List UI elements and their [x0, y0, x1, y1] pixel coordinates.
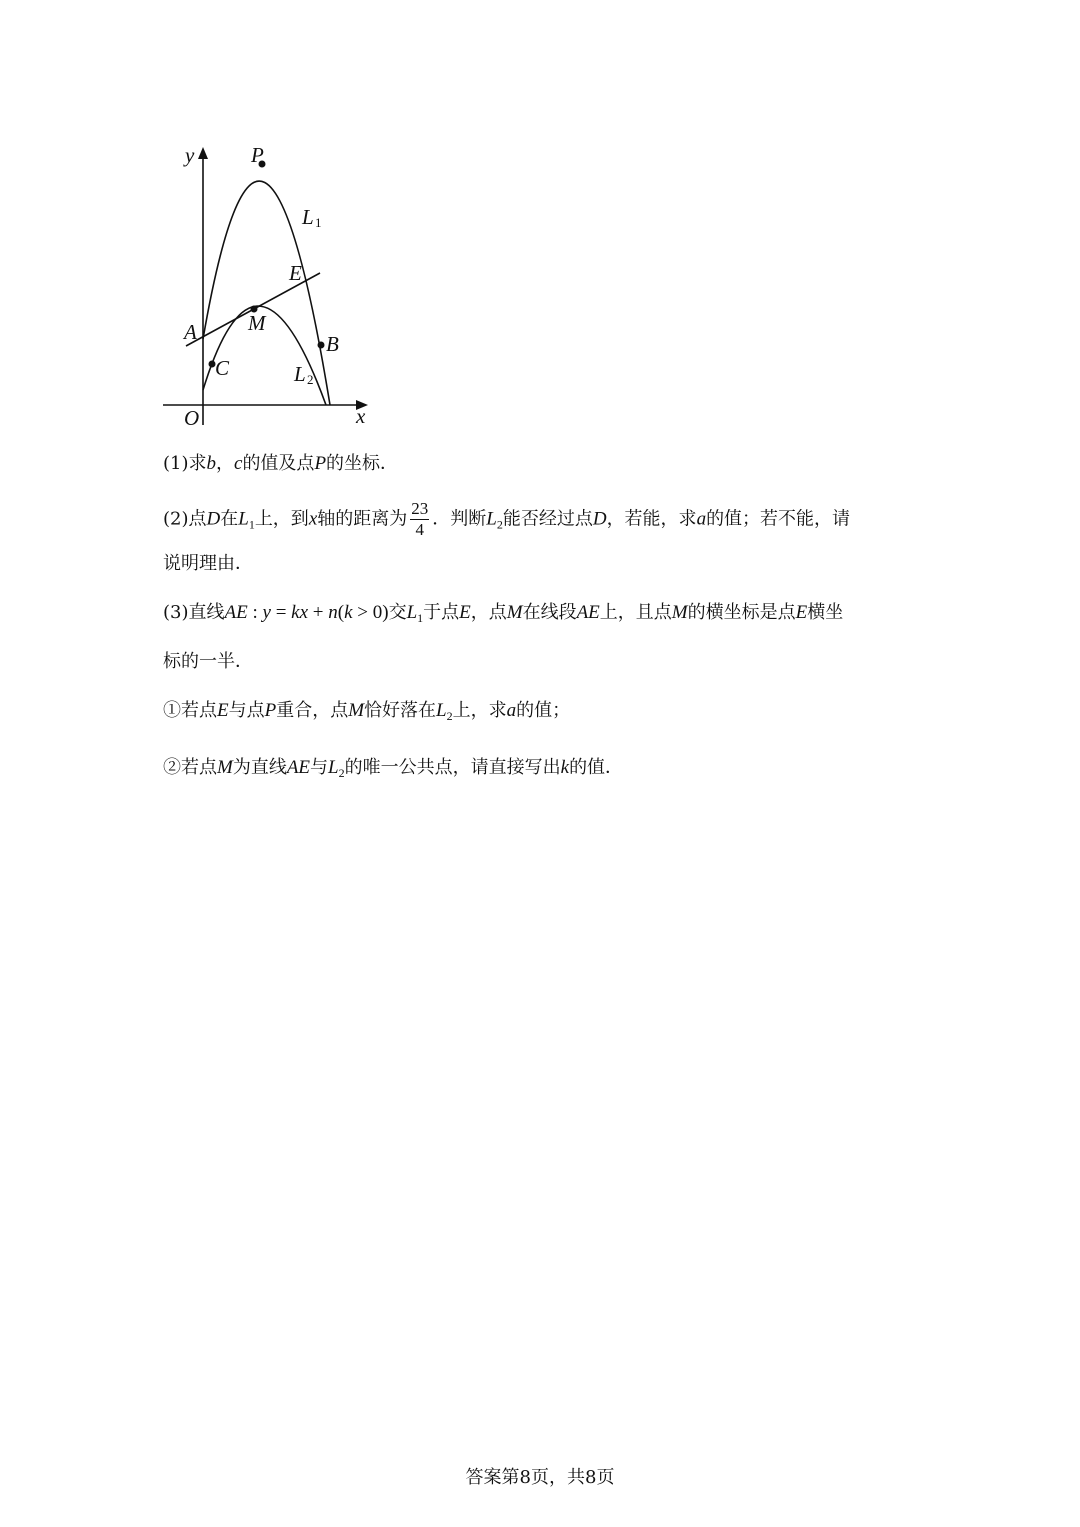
label-P: P [251, 143, 264, 167]
label-C: C [215, 356, 230, 380]
parabola-figure [150, 135, 390, 435]
question-3-line2: 标的一半． [163, 651, 253, 672]
question-2: (2)点D在$L_1$上，到x轴的距离为 $\frac{23}{4}$ ．判断$L_2$能否经过点D，若能，求a的值；若不能，请 [163, 499, 851, 539]
fraction-23-4: $\frac{23}{4}$ [411, 499, 429, 539]
label-B: B [326, 332, 339, 356]
label-L1-sub: 1 [315, 215, 322, 230]
label-M: M [248, 311, 266, 335]
question-2-line2: 说明理由． [163, 553, 253, 574]
label-E: E [289, 261, 302, 285]
subquestion-2: ②若点M为直线AE与$L_2$的唯一公共点，请直接写出k的值． [163, 757, 624, 780]
subquestion-1: ①若点E与点P重合，点M恰好落在$L_2$上，求a的值； [163, 700, 571, 723]
label-L1: L [302, 205, 314, 229]
page-footer: 答案第8页，共8页 [465, 1467, 615, 1488]
y-axis-arrow [198, 147, 208, 159]
label-O: O [184, 406, 200, 430]
label-A: A [184, 320, 197, 344]
question-1: (1)求b，c的值及点P的坐标． [163, 453, 399, 474]
point-B [318, 342, 325, 349]
question-3: (3)直线AE : y = kx + n(k > 0)交$L_1$于点E，点M在线段AE上，且点M的横坐标是点E横坐 [163, 602, 844, 625]
figure-svg [150, 135, 390, 435]
label-L2: L [294, 362, 306, 386]
label-x: x [356, 404, 366, 428]
label-y: y [185, 143, 195, 167]
label-L2-sub: 2 [307, 372, 314, 387]
